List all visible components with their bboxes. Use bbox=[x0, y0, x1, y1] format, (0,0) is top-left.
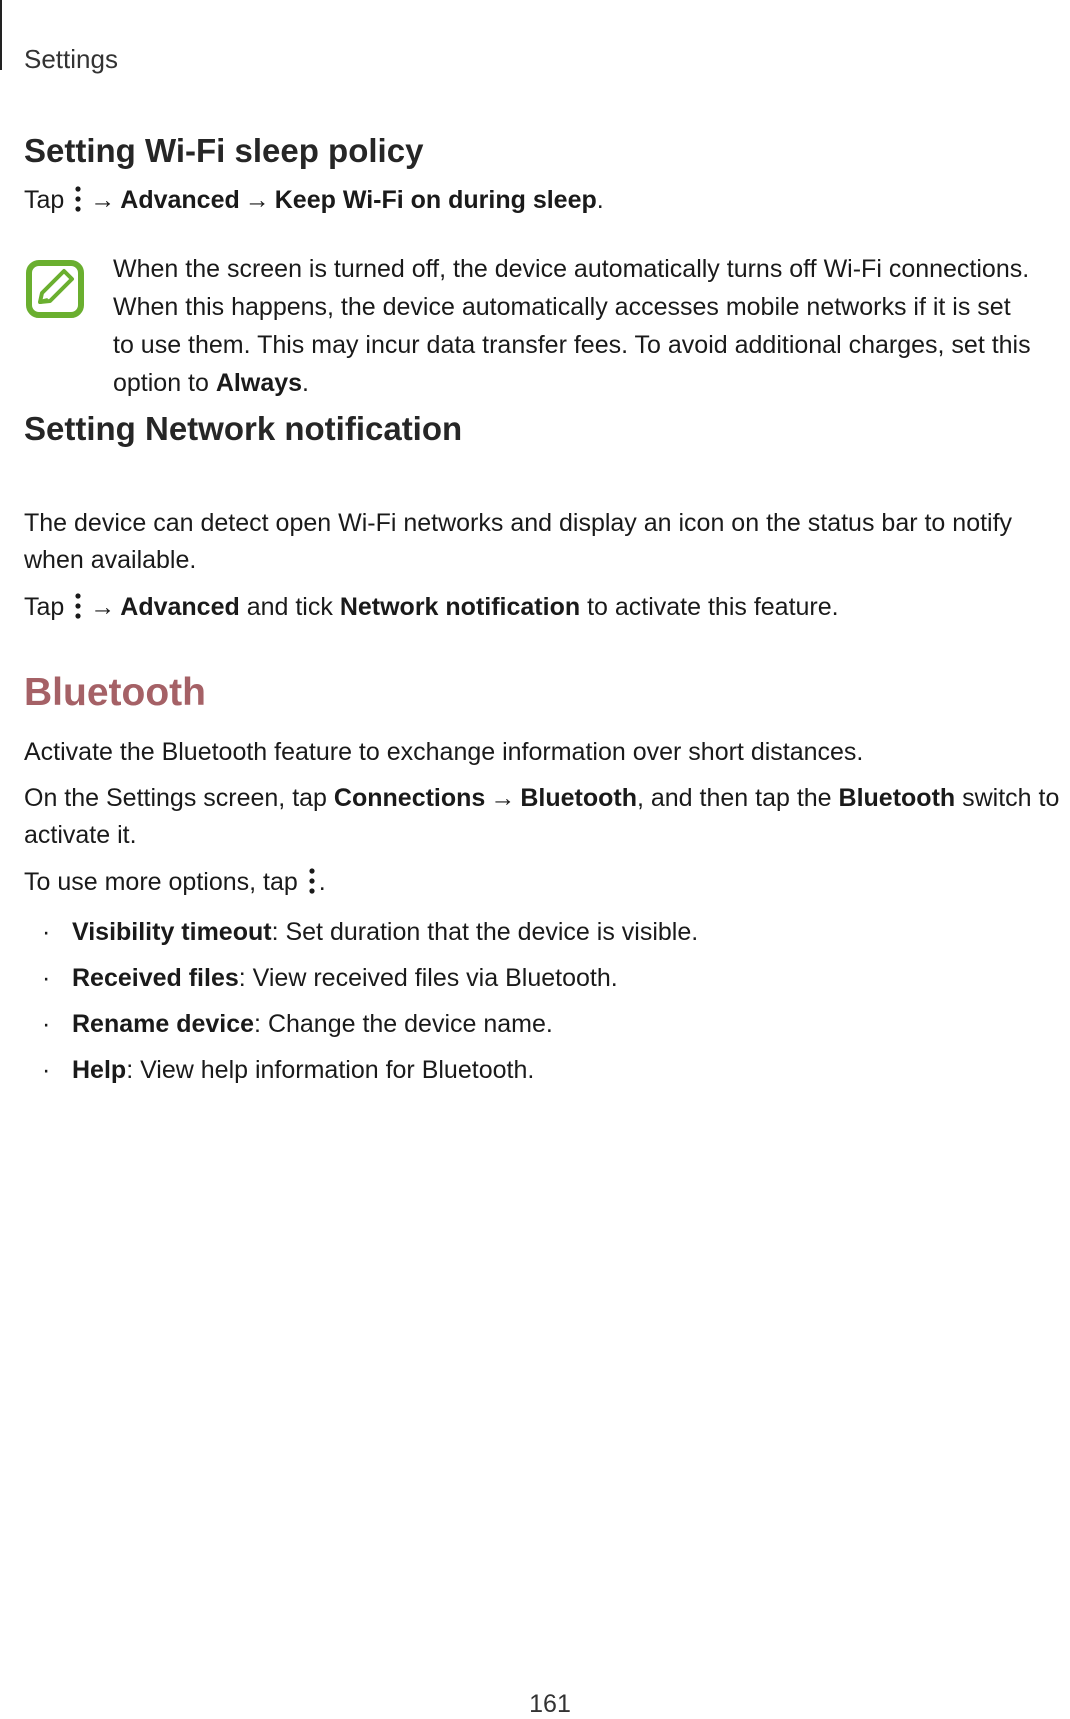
bluetooth-switch-label: Bluetooth bbox=[838, 784, 956, 812]
option-desc: : Set duration that the device is visible. bbox=[271, 918, 699, 946]
advanced-label: Advanced bbox=[120, 593, 240, 621]
option-term: Visibility timeout bbox=[72, 918, 272, 946]
more-options-instruction bbox=[24, 864, 326, 901]
more-options-icon bbox=[75, 185, 81, 213]
running-title: Settings bbox=[24, 44, 118, 74]
switch-to: switch to bbox=[962, 784, 1060, 812]
advanced-label: Advanced bbox=[120, 186, 240, 214]
option-term: Received files bbox=[72, 964, 239, 992]
network-notification-heading: Setting Network notification bbox=[24, 410, 463, 447]
bluetooth-heading: Bluetooth bbox=[24, 671, 206, 714]
note-text bbox=[113, 250, 1048, 402]
connections-label: Connections bbox=[333, 784, 486, 812]
crop-mark bbox=[0, 0, 2, 70]
list-item bbox=[24, 1051, 698, 1097]
wifi-sleep-instruction bbox=[24, 182, 604, 219]
bluetooth-label: Bluetooth bbox=[520, 784, 637, 812]
tap-word: Tap bbox=[24, 593, 65, 621]
note-line: to use them. This may incur data transfer fees. To avoid additional charges, set this bbox=[113, 331, 1031, 359]
option-desc: : View help information for Bluetooth. bbox=[126, 1056, 535, 1084]
more-options-pre: To use more options, tap bbox=[24, 868, 298, 896]
bullet: · bbox=[42, 1056, 51, 1084]
bluetooth-options-list bbox=[24, 913, 698, 1097]
period: . bbox=[302, 369, 309, 397]
network-notification-desc-line: when available. bbox=[24, 546, 197, 574]
option-desc: : View received files via Bluetooth. bbox=[238, 964, 618, 992]
arrow: → bbox=[244, 186, 270, 214]
page-number: 161 bbox=[529, 1690, 571, 1718]
list-item bbox=[24, 913, 698, 959]
to-activate: to activate this feature. bbox=[587, 593, 839, 621]
network-notification-label: Network notification bbox=[339, 593, 581, 621]
bullet: · bbox=[42, 964, 51, 992]
and-tick: and tick bbox=[246, 593, 333, 621]
network-notification-instruction bbox=[24, 589, 839, 626]
option-term: Help bbox=[72, 1056, 127, 1084]
and-then: , and then tap the bbox=[636, 784, 832, 812]
list-item bbox=[24, 1005, 698, 1051]
note-line bbox=[113, 364, 1048, 402]
arrow: → bbox=[490, 784, 516, 812]
option-desc: : Change the device name. bbox=[254, 1010, 553, 1038]
network-notification-desc-line: The device can detect open Wi-Fi networks and display an icon on the status bar to notify bbox=[24, 509, 1013, 537]
tap-word: Tap bbox=[24, 186, 65, 214]
always-label: Always bbox=[215, 369, 303, 397]
note-line: When this happens, the device automatically accesses mobile networks if it is set bbox=[113, 293, 1011, 321]
note-icon bbox=[26, 260, 84, 318]
arrow: → bbox=[90, 593, 116, 621]
bullet: · bbox=[42, 918, 51, 946]
keep-wifi-label: Keep Wi-Fi on during sleep bbox=[274, 186, 597, 214]
more-options-icon bbox=[75, 592, 81, 620]
period: . bbox=[318, 868, 326, 896]
option-term: Rename device bbox=[72, 1010, 255, 1038]
list-item bbox=[24, 959, 698, 1005]
bluetooth-desc: Activate the Bluetooth feature to exchange information over short distances. bbox=[24, 738, 864, 766]
period: . bbox=[596, 186, 604, 214]
bluetooth-instruction-cont: activate it. bbox=[24, 821, 137, 849]
more-options-icon bbox=[309, 867, 315, 895]
note-line-pre: option to bbox=[113, 369, 209, 397]
arrow: → bbox=[90, 186, 116, 214]
bullet: · bbox=[42, 1010, 51, 1038]
wifi-sleep-heading: Setting Wi-Fi sleep policy bbox=[24, 132, 424, 169]
on-settings: On the Settings screen, tap bbox=[24, 784, 327, 812]
note-line: When the screen is turned off, the device automatically turns off Wi-Fi connections. bbox=[113, 255, 1030, 283]
bluetooth-instruction bbox=[24, 780, 1059, 817]
